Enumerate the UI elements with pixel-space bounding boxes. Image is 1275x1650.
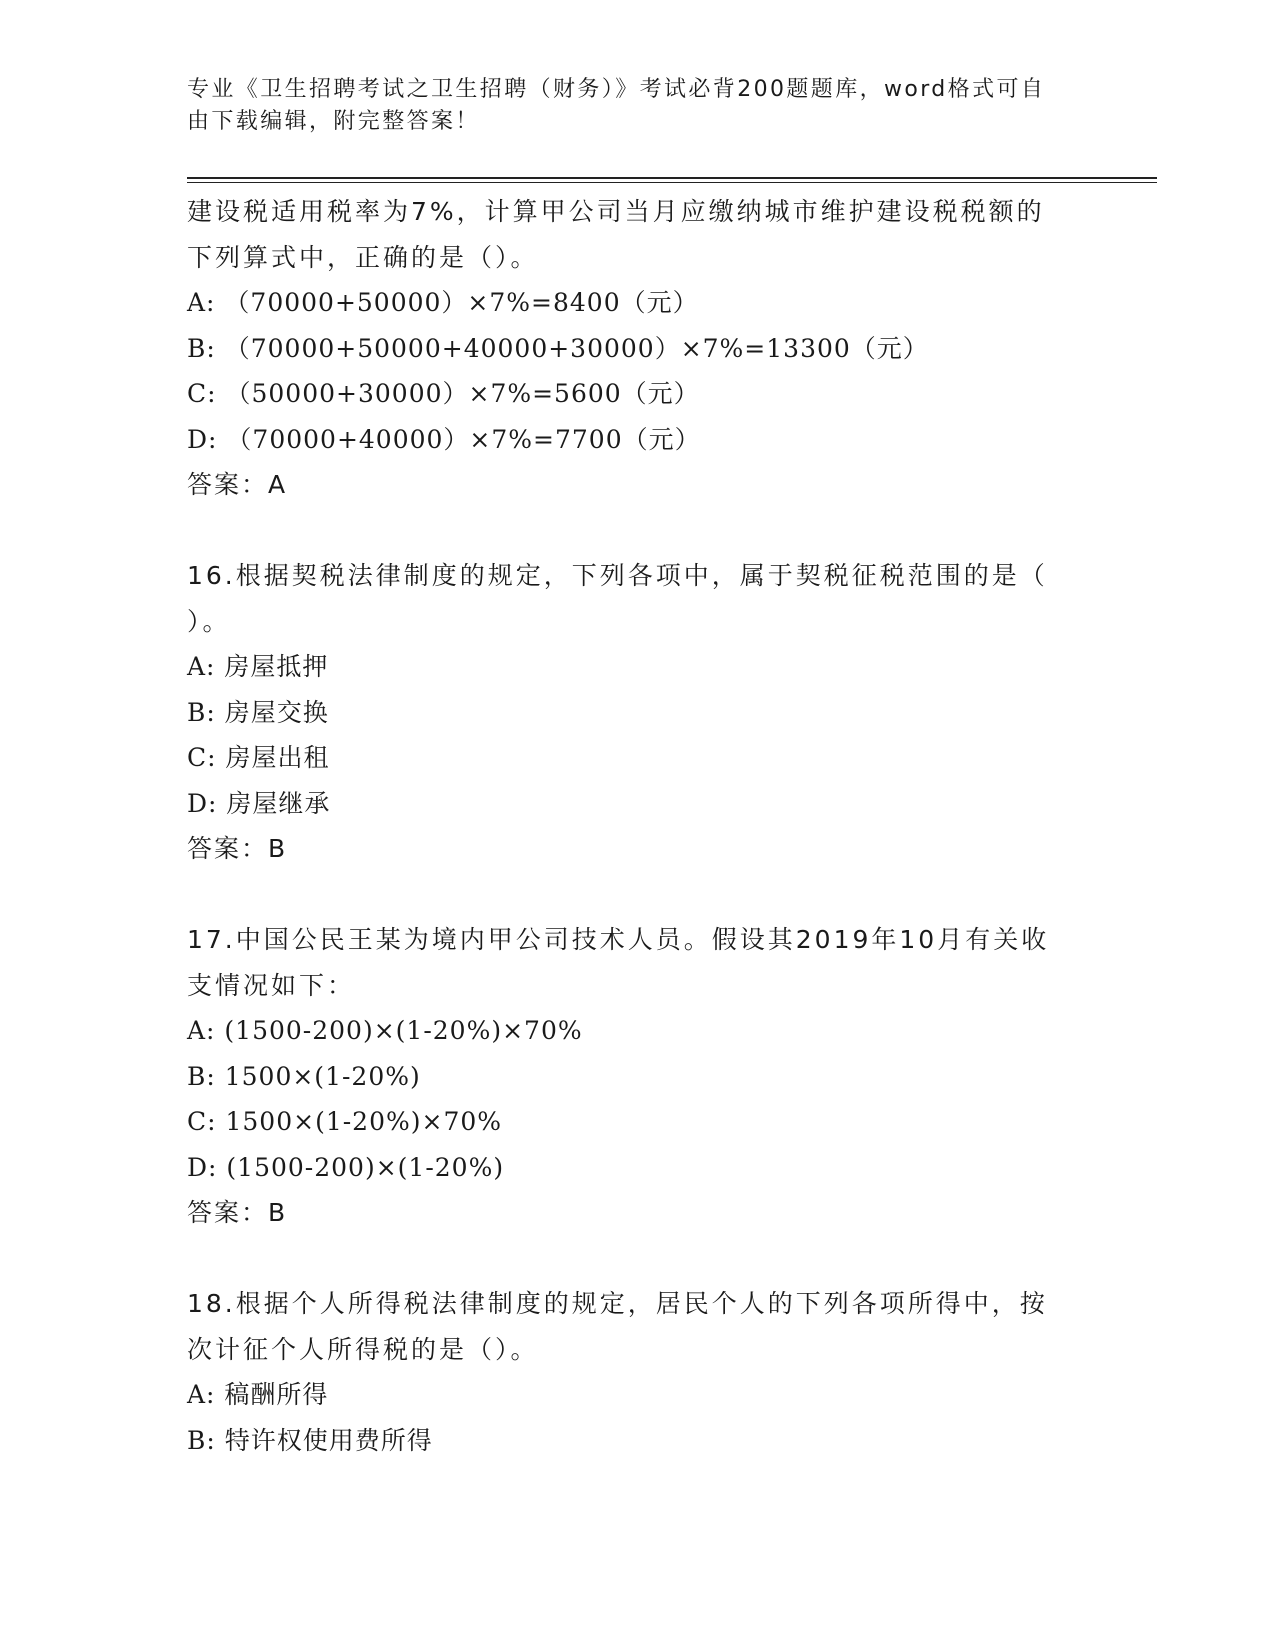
answer-line: 答案：B — [187, 834, 288, 863]
header-line-1: 专业《卫生招聘考试之卫生招聘（财务）》考试必背200题题库，word格式可自 — [187, 77, 1046, 102]
header-divider-thin — [187, 182, 1157, 183]
question-stem-line: 支情况如下： — [187, 970, 356, 1000]
spacer — [187, 872, 1087, 918]
option-a: A: (1500-200)×(1-20%)×70% — [187, 1016, 583, 1045]
question-17 — [187, 917, 1087, 1236]
question-stem-line: 建设税适用税率为7%，计算甲公司当月应缴纳城市维护建设税税额的 — [187, 197, 1045, 226]
question-16 — [187, 553, 1087, 872]
option-d: D: （70000+40000）×7%=7700（元） — [187, 424, 701, 454]
answer-line: 答案：B — [187, 1198, 288, 1227]
option-a: A: 房屋抵押 — [187, 652, 329, 681]
question-stem-line: 次计征个人所得税的是（）。 — [187, 1334, 539, 1364]
option-a: A: （70000+50000）×7%=8400（元） — [187, 288, 699, 317]
option-b: B: （70000+50000+40000+30000）×7%=13300（元） — [187, 333, 929, 363]
question-stem-line: ）。 — [187, 606, 231, 636]
header-divider-thick — [187, 177, 1157, 179]
option-c: C: （50000+30000）×7%=5600（元） — [187, 379, 700, 408]
option-c: C: 房屋出租 — [187, 743, 330, 772]
question-stem-line: 18.根据个人所得税法律制度的规定，居民个人的下列各项所得中，按 — [187, 1289, 1048, 1318]
document-header — [187, 74, 1067, 138]
option-c: C: 1500×(1-20%)×70% — [187, 1107, 503, 1136]
spacer — [187, 508, 1087, 554]
option-a: A: 稿酬所得 — [187, 1380, 329, 1409]
question-stem-line: 16.根据契税法律制度的规定，下列各项中，属于契税征税范围的是（ — [187, 561, 1048, 590]
document-body — [187, 189, 1087, 1463]
header-line-2: 由下载编辑，附完整答案！ — [187, 109, 480, 134]
question-stem-line: 下列算式中，正确的是（）。 — [187, 242, 539, 272]
answer-line: 答案：A — [187, 470, 288, 499]
question-15 — [187, 189, 1087, 508]
option-d: D: 房屋继承 — [187, 788, 331, 818]
question-stem-line: 17.中国公民王某为境内甲公司技术人员。假设其2019年10月有关收 — [187, 925, 1050, 954]
option-b: B: 房屋交换 — [187, 697, 329, 727]
question-18 — [187, 1281, 1087, 1463]
option-d: D: (1500-200)×(1-20%) — [187, 1152, 505, 1182]
spacer — [187, 1236, 1087, 1282]
option-b: B: 1500×(1-20%) — [187, 1061, 421, 1091]
option-b: B: 特许权使用费所得 — [187, 1425, 433, 1455]
